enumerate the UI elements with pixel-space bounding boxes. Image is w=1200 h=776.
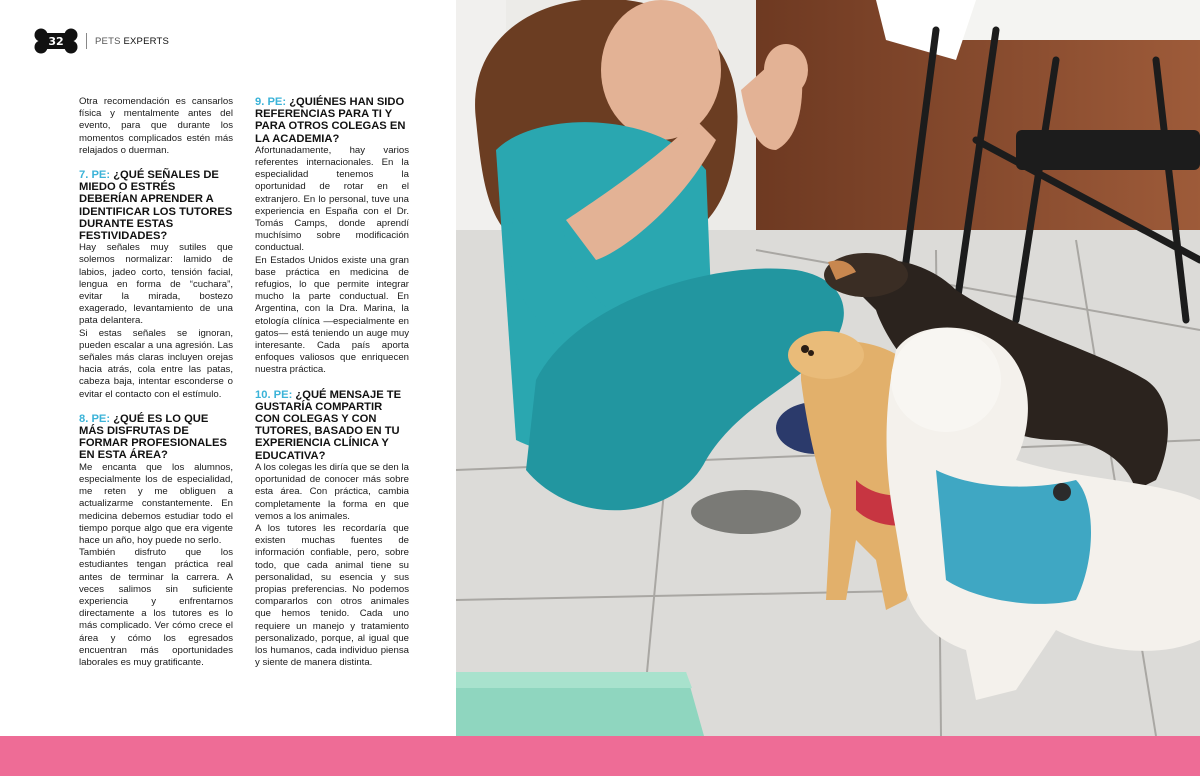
page-header: [34, 28, 169, 54]
intro-paragraph: Otra recomendación es cansarlos física y mentalmente antes del evento, para que durante los momentos complicados estén más relajados o duerman.: [79, 96, 233, 156]
page-number: 32: [48, 34, 64, 48]
question-9-heading: [255, 96, 409, 145]
header-divider: [86, 33, 87, 49]
publication-name-part1: PETS: [95, 35, 121, 47]
answer-9-paragraph-1: Afortunadamente, hay varios referentes internacionales. En la especialidad tenemos la oportunidad de rotar en el extranjero. En lo personal, tuve una experiencia en España con el Dr. Tomás Camps, donde aprendí muchísimo sobre modificación conductual.: [255, 144, 409, 254]
bone-icon: [34, 28, 78, 54]
answer-10-paragraph-1: A los colegas les diría que se den la oportunidad de conocer más sobre esta área. Con práctica, cambia completamente la forma en que vemos a los animales.: [255, 461, 409, 522]
answer-8-paragraph-1: Me encanta que los alumnos, especialmente los de especialidad, me reten y me obliguen a actualizarme constantemente. En medicina debemos estudiar todo el tiempo porque algo que era vigente hace un año, hoy puede no serlo.: [79, 461, 233, 546]
text-column-2: [255, 96, 409, 669]
question-10-text: ¿QUÉ MENSAJE TE GUSTARÍA COMPARTIR CON COLEGAS Y CON TUTORES, BASADO EN TU EXPERIENCIA CLÍNICA Y EDUCATIVA?: [255, 388, 402, 462]
question-7-heading: [79, 169, 233, 242]
publication-name-part2: EXPERTS: [123, 35, 170, 47]
question-7-text: ¿QUÉ SEÑALES DE MIEDO O ESTRÉS DEBERÍAN APRENDER A IDENTIFICAR LOS TUTORES DURANTE ESTAS FESTIVIDADES?: [79, 169, 233, 243]
answer-7-paragraph-1: Hay señales muy sutiles que solemos normalizar: lamido de labios, jadeo corto, tensión facial, lengua en forma de “cuchara”, evitar la mirada, bostezo exagerado, levantamiento de una pata delantera.: [79, 242, 233, 327]
publication-name: [95, 36, 169, 47]
text-column-1: [79, 96, 233, 669]
question-9-number: 9. PE:: [255, 96, 287, 108]
question-7-number: 7. PE:: [79, 169, 111, 182]
answer-10-paragraph-2: A los tutores les recordaría que existen muchas fuentes de información confiable, pero, sobre todo, que cada animal tiene su personalidad, su esencia y sus propias preferencias. No podemos compararlos con otros animales que hemos tenido. Cada uno requiere un manejo y tratamiento personalizado, porque, al igual que los humanos, cada individuo piensa y siente de manera distinta.: [255, 522, 409, 669]
question-8-number: 8. PE:: [79, 412, 111, 425]
bottom-color-band: [0, 736, 1200, 776]
answer-7-paragraph-2: Si estas señales se ignoran, pueden escalar a una agresión. Las señales más claras incluyen orejas hacia atrás, cola entre las patas, cabeza baja, intentar esconderse o evitar el contacto con el estímulo.: [79, 327, 233, 400]
article-photo: [456, 0, 1200, 736]
question-8-heading: [79, 413, 233, 462]
question-9-text: ¿QUIÉNES HAN SIDO REFERENCIAS PARA TI Y PARA OTROS COLEGAS EN LA ACADEMIA?: [255, 96, 406, 145]
question-10-number: 10. PE:: [255, 388, 293, 401]
question-10-heading: [255, 389, 409, 462]
answer-9-paragraph-2: En Estados Unidos existe una gran base práctica en medicina de refugios, lo que permite integrar mucho la parte conductual. En Argentina, con la Dra. Marina, la etología clínica —especialmente en gatos— está teniendo un auge muy interesante. Cada país aporta enfoques valiosos que enriquecen nuestra práctica.: [255, 254, 409, 376]
answer-8-paragraph-2: También disfruto que los estudiantes tengan práctica real antes de terminar la carrera. A veces salimos sin suficiente experiencia y enfrentarnos directamente a los tutores es lo más complicado. Ver cómo crece el área y cómo los egresados encuentran más oportunidades laborales es muy gratificante.: [79, 547, 233, 668]
question-8-text: ¿QUÉ ES LO QUE MÁS DISFRUTAS DE FORMAR PROFESIONALES EN ESTA ÁREA?: [79, 412, 227, 462]
